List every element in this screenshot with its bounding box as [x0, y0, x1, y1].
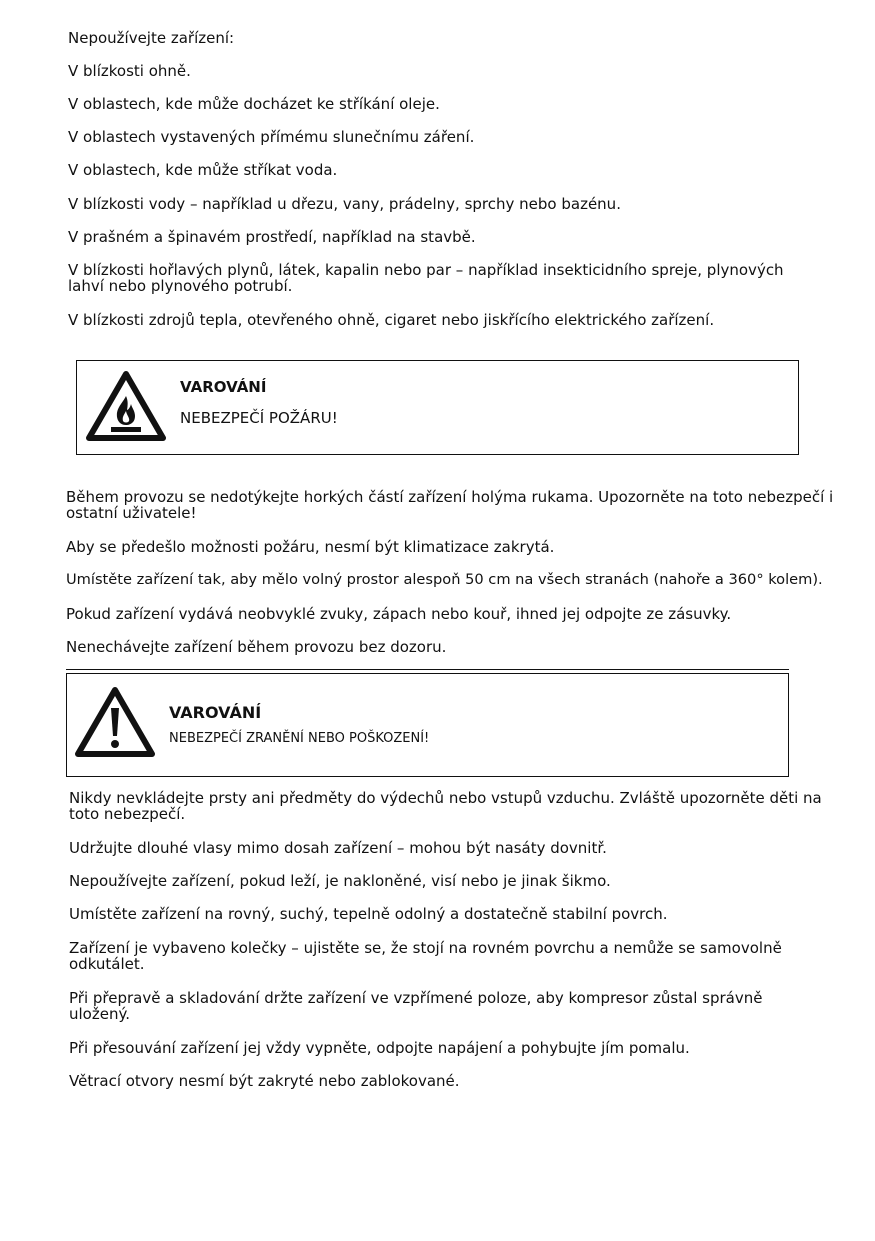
- list-item: Nenechávejte zařízení během provozu bez dozoru.: [66, 638, 447, 656]
- list-item: Aby se předešlo možnosti požáru, nesmí být klimatizace zakrytá.: [66, 538, 555, 556]
- list-item: Nikdy nevkládejte prsty ani předměty do výdechů nebo vstupů vzduchu. Zvláště upozorněte děti na toto nebezpečí.: [69, 789, 822, 823]
- warning-title: VAROVÁNÍ: [180, 378, 267, 396]
- list-item: Větrací otvory nesmí být zakryté nebo zablokované.: [69, 1072, 460, 1090]
- list-item: Udržujte dlouhé vlasy mimo dosah zařízení – mohou být nasáty dovnitř.: [69, 839, 607, 857]
- injury-warning-box: [66, 673, 789, 777]
- list-item: V oblastech, kde může stříkat voda.: [68, 161, 338, 179]
- list-item: Při přepravě a skladování držte zařízení ve vzpřímené poloze, aby kompresor zůstal správně uložený.: [69, 989, 763, 1023]
- list-item: V oblastech vystavených přímému slunečnímu záření.: [68, 128, 475, 146]
- list-item: V blízkosti zdrojů tepla, otevřeného ohně, cigaret nebo jiskřícího elektrického zařízení.: [68, 311, 715, 329]
- list-item: V blízkosti hořlavých plynů, látek, kapalin nebo par – například insekticidního spreje, plynových lahví nebo plynového potrubí.: [68, 261, 784, 295]
- fire-warning-box: [76, 360, 799, 455]
- list-item: Umístěte zařízení tak, aby mělo volný prostor alespoň 50 cm na všech stranách (nahoře a 360° kolem).: [66, 571, 823, 588]
- list-item: Pokud zařízení vydává neobvyklé zvuky, zápach nebo kouř, ihned jej odpojte ze zásuvky.: [66, 605, 732, 623]
- flame-warning-icon: [86, 370, 166, 442]
- warning-title: VAROVÁNÍ: [169, 703, 262, 722]
- list-item: Při přesouvání zařízení jej vždy vypněte, odpojte napájení a pohybujte jím pomalu.: [69, 1039, 690, 1057]
- divider: [66, 669, 789, 670]
- list-item: Zařízení je vybaveno kolečky – ujistěte se, že stojí na rovném povrchu a nemůže se samovolně odkutálet.: [69, 939, 782, 973]
- warning-text: NEBEZPEČÍ POŽÁRU!: [180, 409, 338, 427]
- list-item: V oblastech, kde může docházet ke stříkání oleje.: [68, 95, 440, 113]
- list-item: Během provozu se nedotýkejte horkých částí zařízení holýma rukama. Upozorněte na toto nebezpečí i ostatní uživatele!: [66, 488, 834, 522]
- list-item: Nepoužívejte zařízení, pokud leží, je nakloněné, visí nebo je jinak šikmo.: [69, 872, 611, 890]
- section1-intro: Nepoužívejte zařízení:: [68, 29, 235, 47]
- list-item: V blízkosti vody – například u dřezu, vany, prádelny, sprchy nebo bazénu.: [68, 195, 621, 213]
- list-item: V prašném a špinavém prostředí, například na stavbě.: [68, 228, 476, 246]
- list-item: V blízkosti ohně.: [68, 62, 191, 80]
- list-item: Umístěte zařízení na rovný, suchý, tepelně odolný a dostatečně stabilní povrch.: [69, 905, 668, 923]
- warning-text: NEBEZPEČÍ ZRANĚNÍ NEBO POŠKOZENÍ!: [169, 731, 430, 746]
- exclamation-warning-icon: [75, 686, 155, 758]
